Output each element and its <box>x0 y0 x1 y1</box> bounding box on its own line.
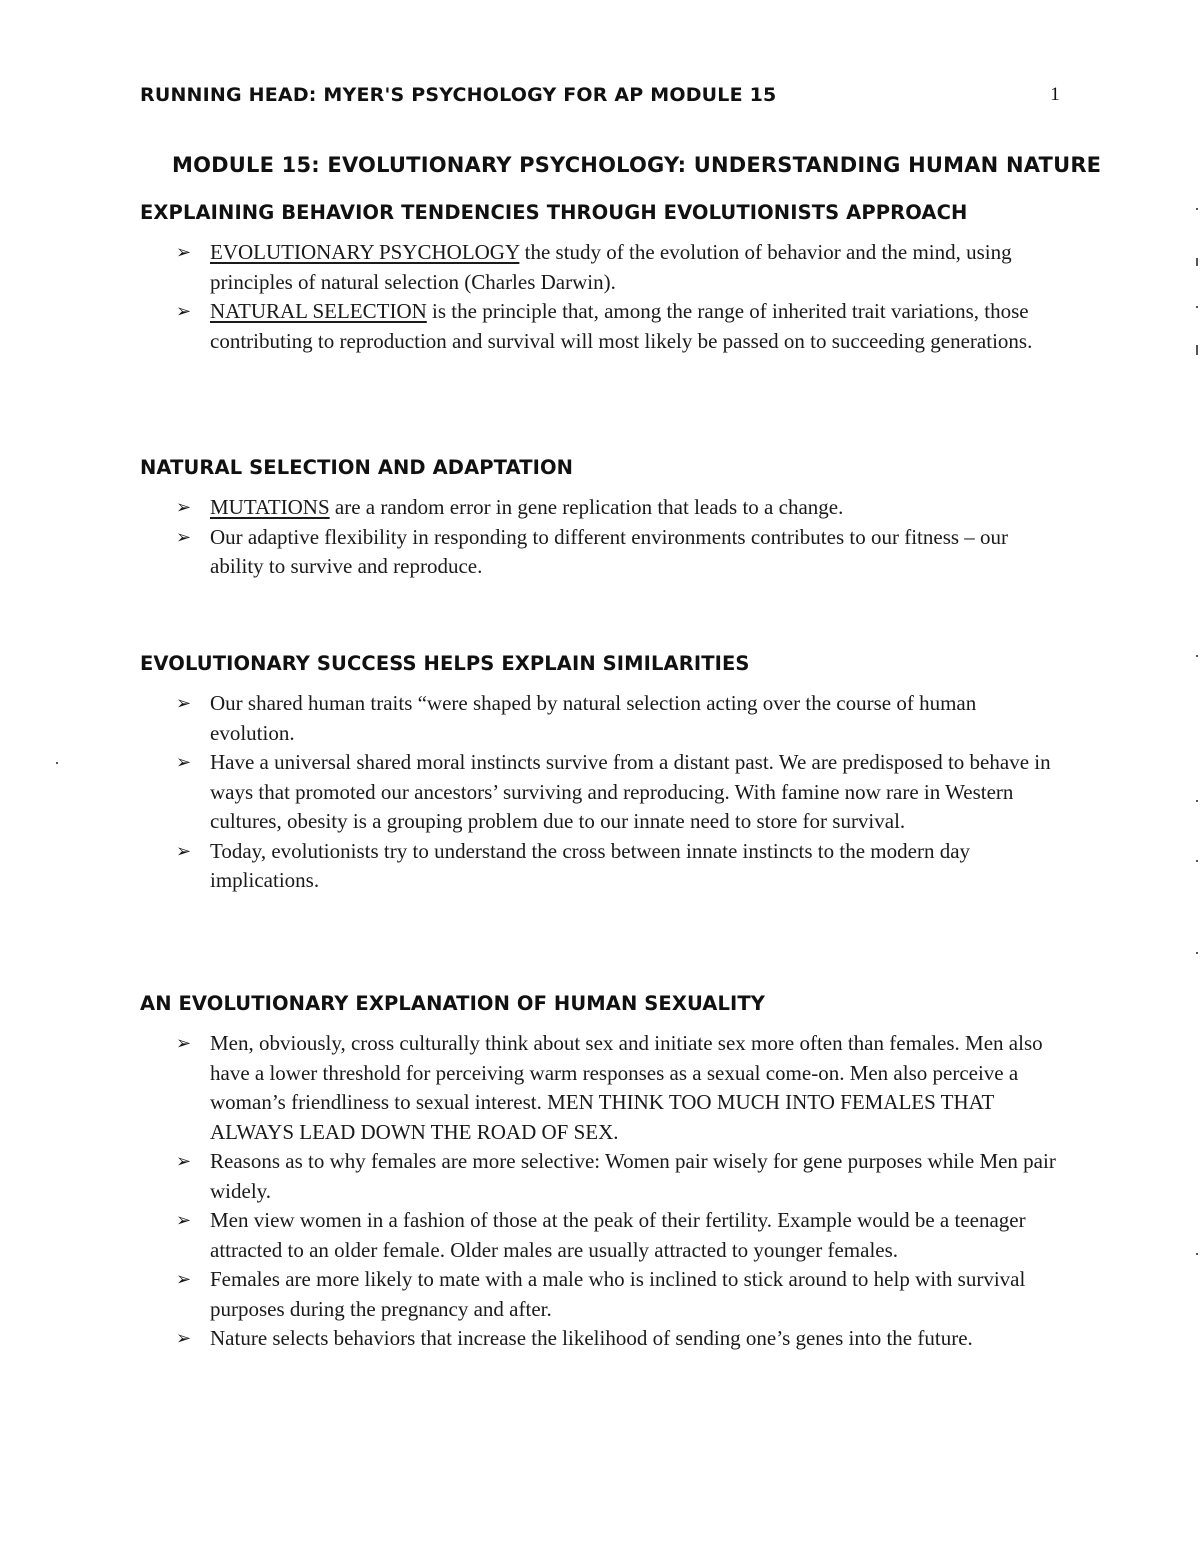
list-item <box>140 1029 1060 1147</box>
arrow-bullet-icon: ➢ <box>176 1033 192 1054</box>
scan-speck <box>56 762 58 764</box>
list-item <box>140 297 1060 356</box>
arrow-bullet-icon: ➢ <box>176 1269 192 1290</box>
bullet-list <box>140 238 1060 356</box>
scan-speck <box>1196 800 1198 802</box>
arrow-bullet-icon: ➢ <box>176 840 192 862</box>
list-item <box>140 523 1060 582</box>
arrow-bullet-icon: ➢ <box>176 752 192 773</box>
arrow-bullet-icon: ➢ <box>176 1151 192 1172</box>
item-text: Have a universal shared moral instincts survive from a distant past. We are predisposed to behave in ways that promoted our ancestors’ surviving and reproducing. With famine now rare in Western cultures, obesity is a grouping problem due to our innate need to store for survival. <box>210 750 1051 833</box>
section-heading: EVOLUTIONARY SUCCESS HELPS EXPLAIN SIMILARITIES <box>140 652 750 675</box>
page-number: 1 <box>1050 84 1060 105</box>
term: NATURAL SELECTION <box>210 299 427 323</box>
item-text: the study of the evolution of behavior and the mind, using principles of natural selection (Charles Darwin). <box>210 240 1012 294</box>
item-text: Men, obviously, cross culturally think about sex and initiate sex more often than females. Men also have a lower threshold for perceiving warm responses as a sexual come-on. Men also perceive a woman’s friendliness to sexual interest. MEN THINK TOO MUCH INTO FEMALES THAT ALWAYS LEAD DOWN THE ROAD OF SEX. <box>210 1031 1043 1144</box>
arrow-bullet-icon: ➢ <box>176 526 192 548</box>
section-1 <box>140 200 1060 356</box>
scan-speck <box>1196 306 1198 308</box>
running-head <box>140 84 1060 106</box>
arrow-bullet-icon: ➢ <box>176 497 192 518</box>
bullet-list <box>140 689 1060 896</box>
bullet-list <box>140 493 1060 582</box>
scan-speck <box>1196 258 1198 266</box>
scan-speck <box>1196 655 1198 657</box>
item-text: Nature selects behaviors that increase the likelihood of sending one’s genes into the future. <box>210 1326 973 1350</box>
list-item <box>140 1206 1060 1265</box>
bullet-list <box>140 1029 1060 1354</box>
section-3 <box>140 651 1060 896</box>
section-2 <box>140 455 1060 582</box>
item-text: Reasons as to why females are more selective: Women pair wisely for gene purposes while Men pair widely. <box>210 1149 1056 1203</box>
scan-speck <box>1196 208 1198 210</box>
arrow-bullet-icon: ➢ <box>176 1210 192 1231</box>
list-item <box>140 1265 1060 1324</box>
list-item <box>140 1324 1060 1354</box>
item-text: is the principle that, among the range of inherited trait variations, those contributing to reproduction and survival will most likely be passed on to succeeding generations. <box>210 299 1033 353</box>
term: MUTATIONS <box>210 495 330 519</box>
section-heading: EXPLAINING BEHAVIOR TENDENCIES THROUGH EVOLUTIONISTS APPROACH <box>140 201 968 224</box>
section-4 <box>140 991 1060 1354</box>
scan-speck <box>1196 860 1198 862</box>
item-text: Our adaptive flexibility in responding to different environments contributes to our fitness – our ability to survive and reproduce. <box>210 524 1009 578</box>
scan-speck <box>1196 952 1198 954</box>
arrow-bullet-icon: ➢ <box>176 1328 192 1349</box>
list-item <box>140 689 1060 748</box>
item-text: Men view women in a fashion of those at the peak of their fertility. Example would be a teenager attracted to an older female. Older males are usually attracted to younger females. <box>210 1208 1026 1262</box>
list-item <box>140 1147 1060 1206</box>
running-head-title: RUNNING HEAD: MYER'S PSYCHOLOGY FOR AP MODULE 15 <box>140 84 777 106</box>
scan-speck <box>1196 345 1198 355</box>
list-item <box>140 238 1060 297</box>
list-item <box>140 837 1060 896</box>
arrow-bullet-icon: ➢ <box>176 242 192 263</box>
arrow-bullet-icon: ➢ <box>176 301 192 322</box>
term: EVOLUTIONARY PSYCHOLOGY <box>210 240 520 264</box>
module-title: MODULE 15: EVOLUTIONARY PSYCHOLOGY: UNDERSTANDING HUMAN NATURE <box>172 153 1102 177</box>
item-text: are a random error in gene replication that leads to a change. <box>329 495 844 519</box>
list-item <box>140 748 1060 837</box>
item-text: Our shared human traits “were shaped by natural selection acting over the course of human evolution. <box>210 691 977 745</box>
item-text: Today, evolutionists try to understand the cross between innate instincts to the modern day implications. <box>210 838 971 892</box>
section-heading: AN EVOLUTIONARY EXPLANATION OF HUMAN SEXUALITY <box>140 992 765 1015</box>
scan-speck <box>1196 1253 1198 1255</box>
section-heading: NATURAL SELECTION AND ADAPTATION <box>140 456 574 479</box>
list-item <box>140 493 1060 523</box>
arrow-bullet-icon: ➢ <box>176 693 192 714</box>
item-text: Females are more likely to mate with a male who is inclined to stick around to help with survival purposes during the pregnancy and after. <box>210 1267 1026 1321</box>
